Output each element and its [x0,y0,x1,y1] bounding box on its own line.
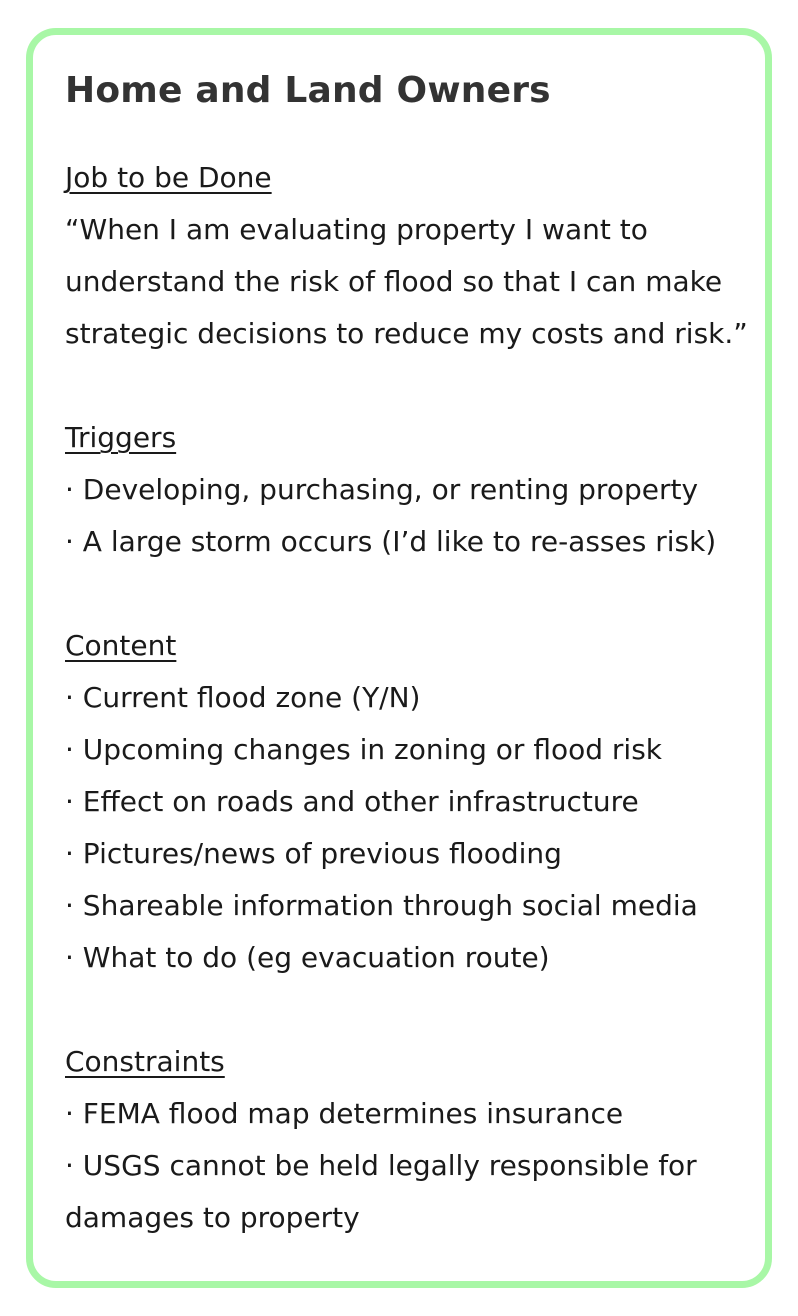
trigger-item: · A large storm occurs (I’d like to re-asses risk) [65,525,717,558]
content-item: · Effect on roads and other infrastructure [65,785,639,818]
content-item: · What to do (eg evacuation route) [65,941,550,974]
content-heading: Content [65,629,177,662]
triggers-heading: Triggers [65,421,177,454]
triggers-section [65,412,745,568]
content-section [65,620,745,984]
constraint-item: · USGS cannot be held legally responsible for [65,1149,697,1182]
job-quote-line: understand the risk of flood so that I can make [65,265,723,298]
content-item: · Current flood zone (Y/N) [65,681,421,714]
constraint-item: · FEMA flood map determines insurance [65,1097,624,1130]
persona-card [26,28,772,1288]
job-quote-line: “When I am evaluating property I want to [65,213,648,246]
trigger-item: · Developing, purchasing, or renting property [65,473,699,506]
card-content [65,152,748,1296]
content-item: · Upcoming changes in zoning or flood risk [65,733,663,766]
content-item: · Shareable information through social media [65,889,698,922]
constraint-item-continuation: damages to property [65,1201,360,1234]
job-to-be-done-heading: Job to be Done [65,161,272,194]
content-item: · Pictures/news of previous flooding [65,837,562,870]
job-quote-line: strategic decisions to reduce my costs and risk.” [65,317,748,350]
constraints-heading: Constraints [65,1045,225,1078]
card-title: Home and Land Owners [65,70,551,111]
constraints-section [65,1036,745,1244]
job-to-be-done-section [65,152,748,360]
